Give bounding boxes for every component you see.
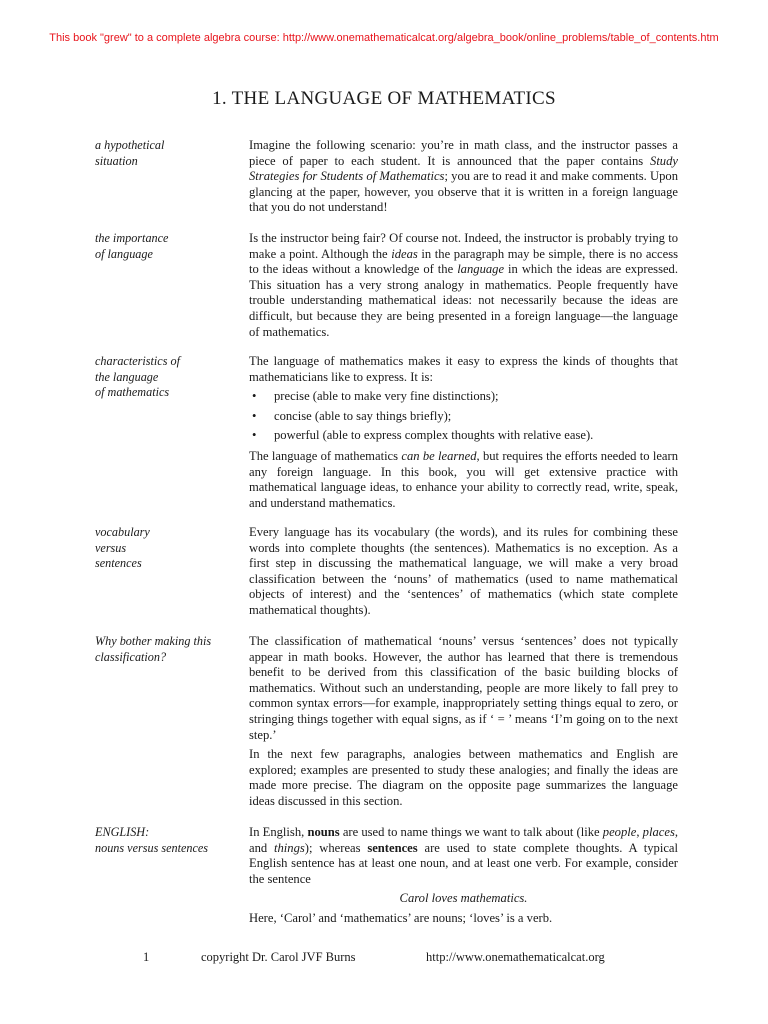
list-item-text: precise (able to make very fine distinctions); — [274, 389, 499, 404]
footer-url-link[interactable]: http://www.onemathematicalcat.org — [426, 950, 605, 964]
list-item-text: powerful (able to express complex thoughts with relative ease). — [274, 428, 594, 443]
paragraph — [249, 449, 678, 511]
page-number: 1 — [143, 950, 150, 964]
paragraph: The classification of mathematical ‘nouns’ versus ‘sentences’ does not typically appear in math books. However, the author has learned that there is tremendous benefit to be derived from this classification of the basic building blocks of mathematics. Without such an understanding, people are more likely to fall prey to common syntax errors—for example, inappropriately setting things equal to zero, or stringing things together with equal signs, as if ‘ = ’ means ‘I’m going on to the next step.’ — [249, 634, 678, 742]
emphasis-text: people — [602, 825, 637, 839]
bullet-icon: • — [252, 428, 257, 443]
section-body — [249, 138, 678, 220]
paragraph: Every language has its vocabulary (the words), and its rules for combining these words into complete thoughts (the sentences). Mathematics is no exception. As a first step in discussing the mathematical language, we will make a very broad classification between the ‘nouns’ of mathematics (used to name mathematical objects of interest) and the ‘sentences’ of mathematics (which state complete mathematical thoughts). — [249, 525, 678, 617]
paragraph — [249, 138, 678, 216]
section-body — [249, 354, 678, 515]
margin-note — [95, 354, 240, 401]
emphasis-text: can be learned — [401, 448, 477, 463]
margin-note-line: Why bother making this — [95, 634, 212, 648]
section-body — [249, 525, 678, 623]
text: in which the ideas are expressed. This situation has a very strong analogy in mathematics. People frequently have trouble understanding mathematical ideas: not necessarily because the ideas are difficult, but because they are being presented in a foreign language—the language of mathematics. — [249, 262, 679, 339]
example-sentence: Carol loves mathematics. — [399, 891, 528, 906]
bullet-icon: • — [252, 389, 257, 404]
text: are used to state complete thoughts. A typical English sentence has at least one noun, and at least one verb. For example, consider the sentence — [249, 840, 678, 886]
margin-note — [95, 825, 240, 856]
margin-note — [95, 231, 240, 262]
margin-note-line: ENGLISH: — [95, 825, 150, 839]
margin-note-line: nouns versus sentences — [95, 840, 209, 855]
margin-note-line: of language — [95, 246, 153, 261]
margin-note-line: versus — [95, 540, 127, 555]
margin-note-line: classification? — [95, 649, 167, 664]
list-item — [249, 389, 678, 405]
margin-note — [95, 138, 240, 169]
text: Imagine the following scenario: you’re in math class, and the instructor passes a piece of paper to each student. It is announced that the paper contains — [249, 138, 678, 168]
paragraph: Here, ‘Carol’ and ‘mathematics’ are nouns; ‘loves’ is a verb. — [249, 910, 553, 925]
margin-note-line: sentences — [95, 556, 142, 571]
list-item — [249, 409, 678, 425]
paragraph — [249, 231, 678, 340]
margin-note-line: situation — [95, 153, 138, 168]
text: are used to name things we want to talk about (like — [339, 825, 603, 839]
margin-note — [95, 634, 240, 665]
page-title: 1. THE LANGUAGE OF MATHEMATICS — [212, 88, 556, 109]
emphasis-text: things — [273, 840, 305, 855]
text: , but requires the efforts needed to learn any foreign language. In this book, you will get extensive practice with mathematical language ideas, to enhance your ability to correctly read, write, speak, and understand mathematics. — [249, 448, 679, 510]
margin-note — [95, 525, 240, 572]
emphasis-text: places — [642, 825, 675, 839]
copyright-notice: copyright Dr. Carol JVF Burns — [201, 950, 356, 964]
emphasis-text: language — [457, 262, 505, 277]
characteristics-list — [249, 389, 678, 444]
banner-link[interactable]: This book "grew" to a complete algebra course: http://www.onemathematicalcat.org/algebra_book/online_problems/table_of_contents.htm — [49, 32, 719, 44]
section-body — [249, 231, 678, 344]
text: ; you are to read it and make comments. Upon glancing at the paper, however, you observe that it is written in a foreign language that you do not understand! — [249, 169, 679, 215]
paragraph: The language of mathematics makes it easy to express the kinds of thoughts that mathematicians like to express. It is: — [249, 354, 678, 384]
emphasis-text: ideas — [391, 246, 418, 261]
list-item-text: concise (able to say things briefly); — [274, 408, 452, 423]
margin-note-line: a hypothetical — [95, 138, 165, 152]
margin-note-line: the language — [95, 369, 159, 384]
text: in the paragraph may be simple, there is no access to the ideas without a knowledge of the — [249, 246, 678, 277]
section-body — [249, 825, 678, 931]
text: Is the instructor being fair? Of course not. Indeed, the instructor is probably trying to make a point. Although the — [249, 231, 678, 261]
text: , — [636, 825, 643, 839]
text: In English, — [249, 825, 308, 839]
bullet-icon: • — [252, 408, 257, 423]
list-item — [249, 428, 678, 444]
paragraph — [249, 825, 678, 887]
margin-note-line: vocabulary — [95, 525, 150, 539]
paragraph: In the next few paragraphs, analogies between mathematics and English are explored; examples are presented to study these analogies; and finally the ideas are made more precise. The diagram on the opposite page summarizes the language ideas discussed in this section. — [249, 747, 678, 808]
bold-text: nouns — [307, 825, 340, 839]
margin-note-line: characteristics of — [95, 354, 180, 368]
text: ); whereas — [304, 840, 368, 855]
section-body — [249, 634, 678, 814]
margin-note-line: of mathematics — [95, 385, 170, 400]
bold-text: sentences — [367, 840, 418, 855]
emphasis-text: Study Strategies for Students of Mathematics — [249, 153, 678, 184]
margin-note-line: the importance — [95, 231, 169, 245]
text: The language of mathematics — [249, 448, 402, 463]
text: , and — [249, 825, 679, 855]
